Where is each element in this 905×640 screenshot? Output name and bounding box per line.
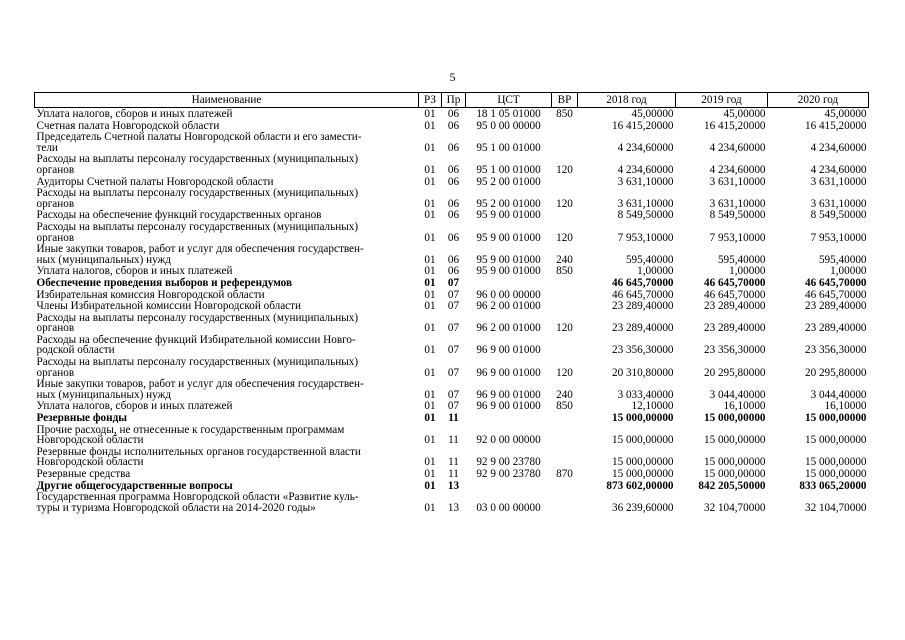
row-cst-cell: 95 1 00 01000: [476, 141, 541, 154]
table-row: [35, 312, 869, 334]
row-cst-cell: 18 1 05 01000: [476, 108, 541, 120]
table-row: [35, 176, 869, 188]
row-rz-cell: 01: [424, 366, 436, 379]
row-2020-cell: 8 549,50000: [810, 209, 867, 222]
row-vr-cell: [552, 131, 578, 153]
row-vr-cell: 850: [556, 400, 573, 413]
row-pr-cell: 07: [447, 366, 460, 379]
row-name-cell: Расходы на выплаты персоналу государственных (муниципальных) органов: [36, 153, 359, 176]
table-row: [35, 400, 869, 412]
row-2018-cell: 46 645,70000: [611, 288, 674, 301]
column-header-name: Наименование: [35, 93, 419, 108]
row-pr-cell: 07: [447, 276, 460, 289]
row-2018-cell: 36 239,60000: [611, 501, 674, 514]
column-header-rz: РЗ: [419, 93, 442, 108]
table-row: [35, 378, 869, 400]
row-2019-cell: 3 631,10000: [709, 175, 766, 188]
row-2019-cell: 20 295,80000: [703, 366, 766, 379]
row-pr-cell: 11: [448, 468, 459, 480]
row-cst-cell: 95 9 00 01000: [476, 231, 541, 244]
row-vr-cell: 120: [556, 322, 573, 335]
row-name-cell: Уплата налогов, сборов и иных платежей: [36, 108, 233, 120]
row-name-cell: Расходы на выплаты персоналу государственных (муниципальных) органов: [36, 356, 359, 379]
row-2020-cell: 23 289,40000: [804, 322, 867, 335]
row-rz-cell: 01: [424, 456, 436, 469]
row-cst-cell: 92 9 00 23780: [476, 468, 541, 480]
row-rz-cell: 01: [424, 434, 436, 447]
row-2019-cell: 23 289,40000: [703, 300, 766, 313]
table-row: [35, 120, 869, 132]
row-2020-cell: 15 000,00000: [804, 434, 867, 447]
row-2019-cell: 1,00000: [729, 265, 766, 278]
row-cst-cell: 96 9 00 01000: [476, 344, 541, 357]
row-pr-cell: 11: [448, 434, 459, 447]
row-2020-cell: 595,40000: [818, 253, 867, 266]
row-pr-cell: 06: [447, 163, 460, 176]
row-rz-cell: 01: [424, 468, 436, 480]
row-2020-cell: 16 415,20000: [804, 119, 867, 132]
row-pr-cell: 06: [447, 108, 460, 120]
row-name-cell: Расходы на выплаты персоналу государственных (муниципальных) органов: [36, 187, 359, 210]
row-pr-cell: 07: [447, 388, 460, 401]
row-cst-cell: 95 9 00 01000: [476, 209, 541, 222]
table-row: [35, 209, 869, 221]
row-rz-cell: 01: [424, 175, 436, 188]
table-row: [35, 334, 869, 356]
row-pr-cell: 07: [447, 322, 460, 335]
row-vr-cell: [552, 480, 578, 492]
row-pr-cell: 06: [447, 119, 460, 132]
row-rz-cell: 01: [424, 479, 436, 492]
row-pr-cell: 06: [447, 141, 460, 154]
row-rz-cell: 01: [424, 231, 436, 244]
table-body: [35, 108, 869, 514]
row-vr-cell: [552, 412, 578, 424]
row-cst-cell: 95 1 00 01000: [476, 163, 541, 176]
row-rz-cell: 01: [424, 119, 436, 132]
row-vr-cell: 120: [556, 197, 573, 210]
row-rz-cell: 01: [424, 388, 436, 401]
row-2020-cell: 7 953,10000: [810, 231, 867, 244]
row-name-cell: Аудиторы Счетной палаты Новгородской области: [36, 175, 274, 188]
row-2019-cell: 15 000,00000: [703, 456, 766, 469]
row-name-cell: Расходы на выплаты персоналу государственных (муниципальных) органов: [36, 311, 359, 335]
row-pr-cell: 06: [447, 253, 460, 266]
row-2019-cell: 8 549,50000: [709, 209, 766, 222]
row-name-cell: Расходы на обеспечение функций государственных органов: [36, 209, 322, 222]
row-2019-cell: 46 645,70000: [703, 288, 766, 301]
row-cst-cell: 96 0 00 00000: [476, 288, 541, 301]
table-row: [35, 265, 869, 277]
row-rz-cell: 01: [424, 163, 436, 176]
row-rz-cell: 01: [424, 412, 436, 425]
table-row: [35, 187, 869, 209]
row-pr-cell: 06: [447, 209, 460, 222]
row-pr-cell: 06: [447, 175, 460, 188]
row-2018-cell: 20 310,80000: [611, 366, 674, 379]
row-name-cell: Расходы на выплаты персоналу государственных (муниципальных) органов: [36, 220, 359, 244]
row-cst-cell: 92 9 00 23780: [476, 456, 541, 469]
row-vr-cell: 850: [556, 265, 573, 278]
row-cst-cell: 96 2 00 01000: [476, 300, 541, 313]
row-2019-cell: 3 631,10000: [709, 197, 766, 210]
row-cst-cell: 95 2 00 01000: [476, 197, 541, 210]
row-2020-cell: 833 065,20000: [799, 479, 867, 492]
table-row: [35, 356, 869, 378]
row-2018-cell: 15 000,00000: [611, 434, 674, 447]
row-pr-cell: 06: [447, 265, 460, 278]
row-2019-cell: 3 044,40000: [709, 388, 766, 401]
row-pr-cell: 07: [447, 400, 460, 413]
row-name-cell: Избирательная комиссия Новгородской области: [36, 288, 265, 301]
row-cst-cell: 96 2 00 01000: [476, 322, 541, 335]
row-vr-cell: [552, 176, 578, 188]
row-pr-cell: 06: [447, 231, 460, 244]
row-2018-cell: 15 000,00000: [611, 456, 674, 469]
row-rz-cell: 01: [424, 300, 436, 313]
row-cst-cell: 03 0 00 00000: [476, 501, 541, 514]
row-2019-cell: 32 104,70000: [703, 501, 766, 514]
row-rz-cell: 01: [424, 276, 436, 289]
row-name-cell: Председатель Счетной палаты Новгородской области и его замести- тели: [36, 131, 362, 154]
row-name-cell: Уплата налогов, сборов и иных платежей: [36, 265, 233, 278]
row-2019-cell: 15 000,00000: [703, 468, 766, 480]
row-vr-cell: 850: [556, 108, 573, 120]
row-cst-cell: 95 9 00 01000: [476, 253, 541, 266]
row-cst-cell: 95 9 00 01000: [476, 265, 541, 278]
row-2020-cell: 3 631,10000: [810, 175, 867, 188]
row-cst-cell: 96 9 00 01000: [476, 366, 541, 379]
row-2018-cell: 46 645,70000: [611, 276, 674, 289]
row-2020-cell: 32 104,70000: [804, 501, 867, 514]
row-name-cell: Уплата налогов, сборов и иных платежей: [36, 400, 233, 413]
row-2020-cell: 1,00000: [830, 265, 867, 278]
row-rz-cell: 01: [424, 141, 436, 154]
row-rz-cell: 01: [424, 288, 436, 301]
row-2018-cell: 16 415,20000: [611, 119, 674, 132]
row-cst-cell: [466, 480, 552, 492]
row-cst-cell: 95 2 00 01000: [476, 175, 541, 188]
row-vr-cell: 120: [556, 163, 573, 176]
table-row: [35, 412, 869, 424]
row-2020-cell: 23 289,40000: [804, 300, 867, 313]
row-2020-cell: 15 000,00000: [804, 468, 867, 480]
row-rz-cell: 01: [424, 501, 436, 514]
row-name-cell: Счетная палата Новгородской области: [36, 119, 220, 132]
row-name-cell: Иные закупки товаров, работ и услуг для обеспечения государствен- ных (муниципальных) нужд: [36, 243, 364, 266]
row-pr-cell: 11: [448, 412, 459, 425]
row-2018-cell: 8 549,50000: [617, 209, 674, 222]
row-cst-cell: [466, 277, 552, 289]
row-pr-cell: 07: [447, 300, 460, 313]
row-pr-cell: 11: [448, 456, 459, 469]
table-row: [35, 108, 869, 120]
table-row: [35, 221, 869, 243]
row-vr-cell: 240: [556, 388, 573, 401]
row-2018-cell: 45,00000: [631, 108, 674, 120]
row-2018-cell: 12,10000: [631, 400, 674, 413]
row-2019-cell: 595,40000: [717, 253, 766, 266]
row-2018-cell: 4 234,60000: [617, 141, 674, 154]
row-2018-cell: 873 602,00000: [606, 479, 674, 492]
row-2018-cell: 15 000,00000: [611, 468, 674, 480]
row-rz-cell: 01: [424, 108, 436, 120]
row-vr-cell: [552, 446, 578, 468]
row-name-cell: Расходы на обеспечение функций Избирательной комиссии Новго- родской области: [36, 333, 356, 357]
row-2020-cell: 20 295,80000: [804, 366, 867, 379]
page-number: 5: [449, 70, 456, 84]
row-vr-cell: 120: [556, 366, 573, 379]
row-vr-cell: [552, 300, 578, 312]
table-row: [35, 277, 869, 289]
row-rz-cell: 01: [424, 400, 436, 413]
row-rz-cell: 01: [424, 197, 436, 210]
row-2019-cell: 15 000,00000: [703, 434, 766, 447]
row-2019-cell: 23 356,30000: [703, 344, 766, 357]
row-2019-cell: 16 415,20000: [703, 119, 766, 132]
column-header-2019: 2019 год: [676, 93, 768, 108]
row-vr-cell: [552, 289, 578, 301]
table-row: [35, 468, 869, 480]
table-row: [35, 243, 869, 265]
row-pr-cell: 06: [447, 197, 460, 210]
row-rz-cell: 01: [424, 253, 436, 266]
row-rz-cell: 01: [424, 209, 436, 222]
row-cst-cell: 96 9 00 01000: [476, 400, 541, 413]
table-row: [35, 446, 869, 468]
budget-table: [34, 92, 869, 513]
row-vr-cell: 120: [556, 231, 573, 244]
row-2019-cell: 16,10000: [723, 400, 766, 413]
row-2020-cell: 4 234,60000: [810, 141, 867, 154]
row-cst-cell: 96 9 00 01000: [476, 388, 541, 401]
row-2020-cell: 23 356,30000: [804, 344, 867, 357]
row-name-cell: Прочие расходы, не отнесенные к государственным программам Новгородской области: [36, 423, 345, 447]
row-2020-cell: 46 645,70000: [804, 276, 867, 289]
row-2019-cell: 46 645,70000: [703, 276, 766, 289]
row-vr-cell: [552, 209, 578, 221]
row-2019-cell: 7 953,10000: [709, 231, 766, 244]
row-2018-cell: 3 631,10000: [617, 197, 674, 210]
row-name-cell: Резервные средства: [36, 468, 131, 480]
row-vr-cell: [552, 277, 578, 289]
column-header-2018: 2018 год: [578, 93, 676, 108]
row-vr-cell: [552, 334, 578, 356]
row-2020-cell: 15 000,00000: [804, 412, 867, 425]
row-2019-cell: 15 000,00000: [703, 412, 766, 425]
table-row: [35, 289, 869, 301]
row-2018-cell: 15 000,00000: [611, 412, 674, 425]
row-rz-cell: 01: [424, 265, 436, 278]
table-row: [35, 153, 869, 175]
row-cst-cell: 95 0 00 00000: [476, 119, 541, 132]
row-2020-cell: 45,00000: [824, 108, 867, 120]
row-2019-cell: 45,00000: [723, 108, 766, 120]
row-vr-cell: [552, 120, 578, 132]
row-pr-cell: 13: [447, 501, 460, 514]
row-2020-cell: 3 044,40000: [810, 388, 867, 401]
row-2019-cell: 23 289,40000: [703, 322, 766, 335]
row-2018-cell: 23 289,40000: [611, 300, 674, 313]
row-pr-cell: 13: [447, 479, 460, 492]
row-pr-cell: 07: [447, 344, 460, 357]
row-name-cell: Обеспечение проведения выборов и референдумов: [36, 276, 293, 289]
row-2019-cell: 4 234,60000: [709, 163, 766, 176]
column-header-vr: ВР: [552, 93, 578, 108]
row-vr-cell: [552, 424, 578, 446]
row-2019-cell: 4 234,60000: [709, 141, 766, 154]
row-2019-cell: 842 205,50000: [698, 479, 766, 492]
row-2018-cell: 23 356,30000: [611, 344, 674, 357]
row-name-cell: Резервные фонды исполнительных органов государственной власти Новгородской области: [36, 445, 361, 469]
row-2020-cell: 4 234,60000: [810, 163, 867, 176]
row-2018-cell: 1,00000: [637, 265, 674, 278]
row-2018-cell: 23 289,40000: [611, 322, 674, 335]
row-rz-cell: 01: [424, 322, 436, 335]
row-rz-cell: 01: [424, 344, 436, 357]
row-2020-cell: 16,10000: [824, 400, 867, 413]
column-header-2020: 2020 год: [768, 93, 869, 108]
row-vr-cell: 870: [556, 468, 573, 480]
row-2018-cell: 3 631,10000: [617, 175, 674, 188]
row-name-cell: Иные закупки товаров, работ и услуг для обеспечения государствен- ных (муниципальных) нужд: [36, 378, 364, 401]
row-2020-cell: 3 631,10000: [810, 197, 867, 210]
table-header: [35, 93, 869, 108]
row-2018-cell: 595,40000: [625, 253, 674, 266]
row-2018-cell: 3 033,40000: [617, 388, 674, 401]
row-2018-cell: 7 953,10000: [617, 231, 674, 244]
table-row: [35, 480, 869, 492]
column-header-cst: ЦСТ: [466, 93, 552, 108]
row-2020-cell: 46 645,70000: [804, 288, 867, 301]
table-row: [35, 424, 869, 446]
row-cst-cell: 92 0 00 00000: [476, 434, 541, 447]
row-name-cell: Государственная программа Новгородской области «Развитие куль- туры и туризма Новгородской области на 2014-2020 годы»: [36, 491, 359, 514]
table-row: [35, 131, 869, 153]
row-vr-cell: 240: [556, 253, 573, 266]
row-pr-cell: 07: [447, 288, 460, 301]
row-name-cell: Другие общегосударственные вопросы: [36, 479, 233, 492]
row-name-cell: Резервные фонды: [36, 412, 127, 425]
row-2020-cell: 15 000,00000: [804, 456, 867, 469]
row-vr-cell: [552, 491, 578, 513]
row-2018-cell: 4 234,60000: [617, 163, 674, 176]
column-header-pr: Пр: [442, 93, 466, 108]
row-name-cell: Члены Избирательной комиссии Новгородской области: [36, 300, 302, 313]
row-cst-cell: [466, 412, 552, 424]
table-row: [35, 300, 869, 312]
table-row: [35, 491, 869, 513]
